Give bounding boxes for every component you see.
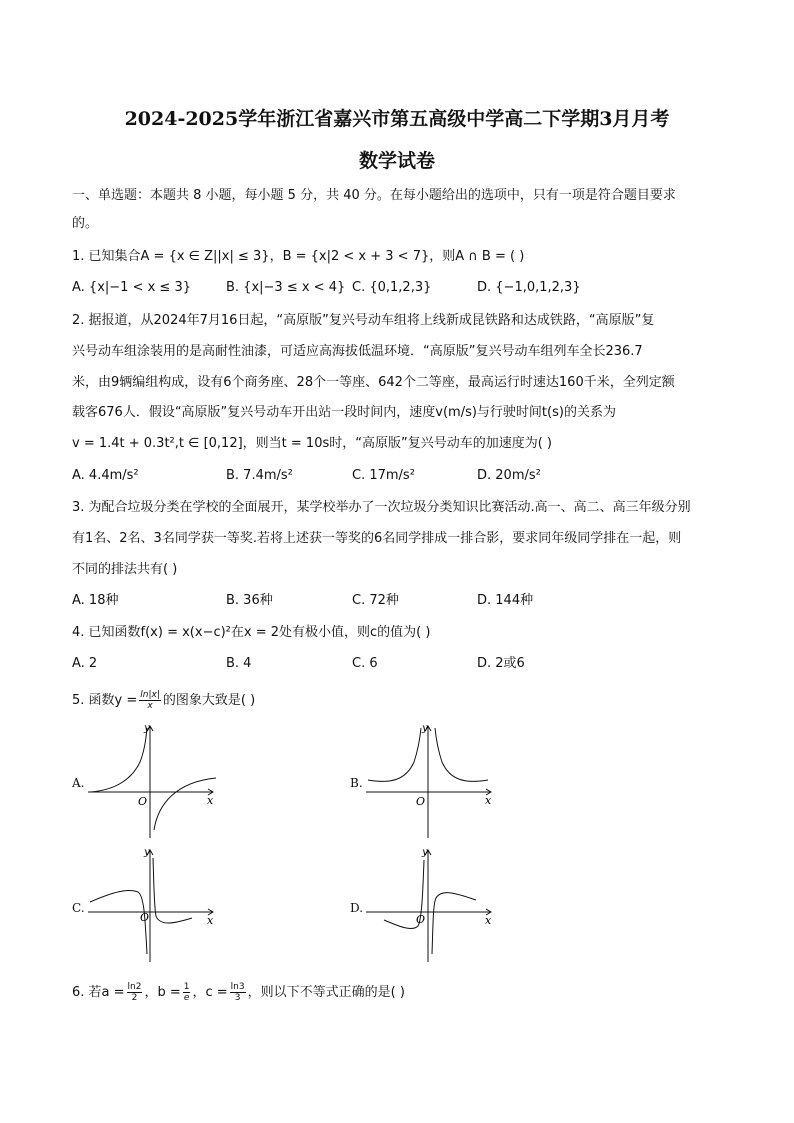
y-axis-label: y: [144, 847, 150, 858]
origin-label: O: [416, 913, 426, 926]
x-axis-label: x: [485, 914, 492, 927]
q6-fraction-b-numerator: 1: [183, 982, 190, 992]
q6-c-prefix: ，c =: [192, 984, 228, 1000]
y-axis-label: y: [144, 723, 150, 734]
q2-stem-line-5: v = 1.4t + 0.3t²,t ∈ [0,12]，则当t = 10s时，“高原版”复兴号动车的加速度为( ): [72, 436, 552, 451]
q1-option-b: B. {x|−3 ≤ x < 4}: [226, 280, 346, 295]
q5-fraction-denominator: x: [147, 701, 153, 711]
curve-left: [368, 728, 421, 781]
curve-right: [432, 893, 476, 954]
q1-option-a: A. {x|−1 < x ≤ 3}: [72, 280, 191, 295]
q6-stem-suffix: ，则以下不等式正确的是( ): [247, 984, 405, 1000]
x-axis-label: x: [485, 794, 492, 807]
exam-title: 2024-2025学年浙江省嘉兴市第五高级中学高二下学期3月月考: [124, 108, 670, 130]
q3-stem-line-3: 不同的排法共有( ): [72, 562, 178, 577]
q6-fraction-a-numerator: ln2: [127, 982, 142, 992]
q4-option-d: D. 2或6: [477, 656, 525, 671]
curve-right: [435, 728, 488, 781]
q6-fraction-b-denominator: e: [183, 993, 190, 1003]
q5-fraction-numerator: ln|x|: [140, 690, 160, 700]
y-axis-label: y: [422, 847, 428, 858]
q5-graph-b: [366, 722, 502, 840]
q1-option-c: C. {0,1,2,3}: [352, 280, 432, 295]
q5-graph-b-label: B.: [350, 776, 363, 790]
origin-label: O: [140, 911, 150, 924]
q2-option-c: C. 17m/s²: [352, 468, 415, 483]
origin-label: O: [416, 795, 426, 808]
q3-option-a: A. 18种: [72, 593, 119, 608]
q5-stem: [72, 690, 732, 711]
x-axis-label: x: [207, 794, 214, 807]
section-heading-line-2: 的。: [72, 216, 99, 231]
q6-fraction-c: [230, 982, 246, 1003]
q2-stem-line-3: 米，由9辆编组构成，设有6个商务座、28个一等座、642个二等座，最高运行时速达160千米，全列定额: [72, 375, 675, 390]
q5-stem-suffix: 的图象大致是( ): [162, 692, 256, 708]
q1-stem: 1. 已知集合A = {x ∈ Z||x| ≤ 3}，B = {x|2 < x + 3 < 7}，则A ∩ B = ( ): [72, 249, 525, 264]
q1-option-d: D. {−1,0,1,2,3}: [477, 280, 581, 295]
q6-stem: [72, 982, 732, 1003]
curve-left: [90, 728, 147, 792]
curve-left: [90, 890, 150, 954]
q2-option-a: A. 4.4m/s²: [72, 468, 139, 483]
q2-option-b: B. 7.4m/s²: [226, 468, 293, 483]
y-axis-label: y: [422, 723, 428, 734]
q4-option-a: A. 2: [72, 656, 98, 671]
q6-fraction-c-denominator: 3: [234, 993, 241, 1003]
q3-option-c: C. 72种: [352, 593, 399, 608]
q6-fraction-b: [183, 982, 191, 1003]
q6-b-prefix: ，b =: [144, 984, 181, 1000]
q5-graph-d: [366, 846, 502, 964]
q2-stem-line-1: 2. 据报道，从2024年7月16日起，“高原版”复兴号动车组将上线新成昆铁路和达成铁路，“高原版”复: [72, 313, 655, 328]
q5-graph-d-label: D.: [350, 901, 364, 915]
curve-right: [153, 858, 192, 923]
exam-subtitle: 数学试卷: [358, 150, 435, 172]
q3-stem-line-2: 有1名、2名、3名同学获一等奖.若将上述获一等奖的6名同学排成一排合影，要求同年级同学排在一起，则: [72, 531, 682, 546]
q5-graph-c: [88, 846, 224, 964]
q5-graph-c-label: C.: [72, 901, 85, 915]
q3-option-b: B. 36种: [226, 593, 273, 608]
q2-stem-line-4: 载客676人．假设“高原版”复兴号动车开出站一段时间内，速度v(m/s)与行驶时间t(s)的关系为: [72, 405, 616, 420]
q5-graph-a: [88, 722, 224, 840]
q4-option-c: C. 6: [352, 656, 378, 671]
q6-fraction-a: [127, 982, 143, 1003]
section-heading-line-1: 一、单选题：本题共 8 小题，每小题 5 分，共 40 分。在每小题给出的选项中，只有一项是符合题目要求: [72, 188, 676, 203]
q5-stem-prefix: 5. 函数y =: [72, 692, 138, 708]
q6-fraction-c-numerator: ln3: [230, 982, 245, 992]
q6-stem-prefix: 6. 若a =: [72, 984, 125, 1000]
q4-stem: 4. 已知函数f(x) = x(x−c)²在x = 2处有极小值，则c的值为( ): [72, 625, 431, 640]
origin-label: O: [138, 795, 148, 808]
q6-fraction-a-denominator: 2: [131, 993, 138, 1003]
q3-stem-line-1: 3. 为配合垃圾分类在学校的全面展开，某学校举办了一次垃圾分类知识比赛活动.高一、高二、高三年级分别: [72, 500, 691, 515]
q5-graph-a-label: A.: [72, 776, 85, 790]
q2-stem-line-2: 兴号动车组涂装用的是高耐性油漆，可适应高海拔低温环境．“高原版”复兴号动车组列车全长236.7: [72, 344, 643, 359]
q4-option-b: B. 4: [226, 656, 252, 671]
q5-fraction: [139, 690, 161, 711]
q3-option-d: D. 144种: [477, 593, 534, 608]
x-axis-label: x: [207, 914, 214, 927]
q2-option-d: D. 20m/s²: [477, 468, 541, 483]
